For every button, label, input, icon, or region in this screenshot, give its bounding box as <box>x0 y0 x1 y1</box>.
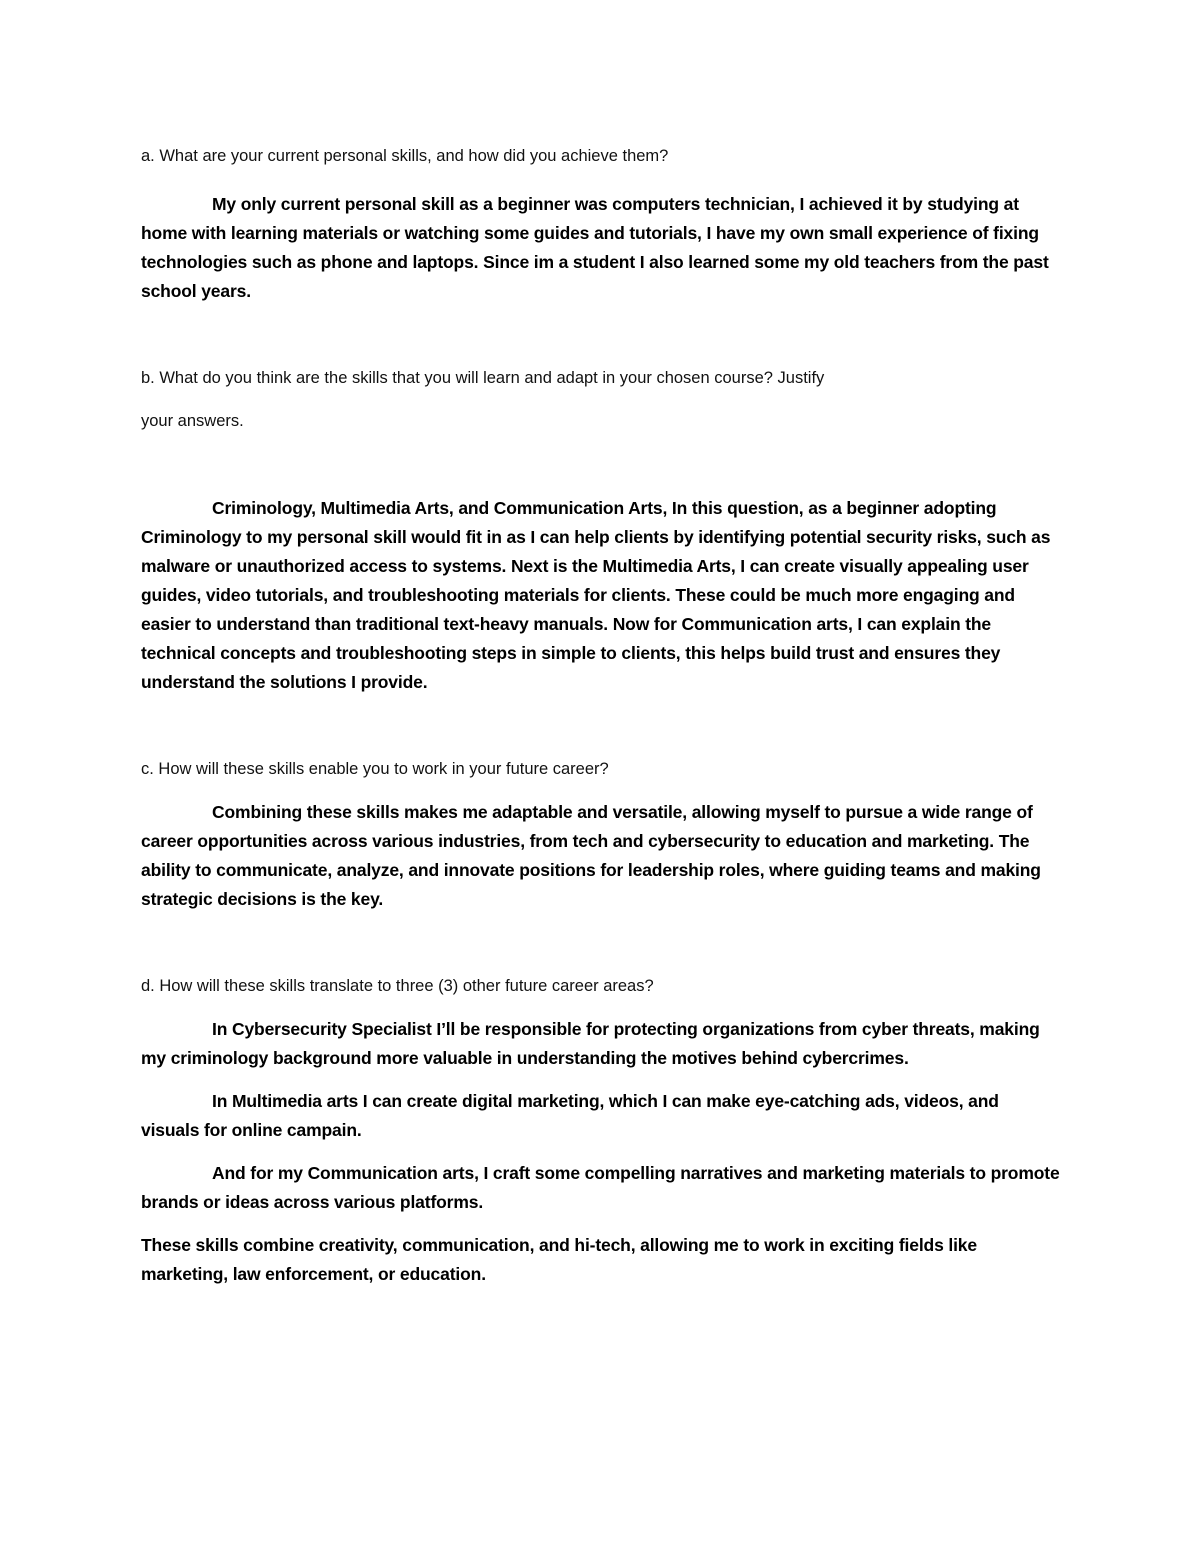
answer-d-cybersecurity: In Cybersecurity Specialist I’ll be responsible for protecting organizations from cyber threats, making my criminology background more valuable in understanding the motives behind cybercrimes. <box>141 1019 1040 1068</box>
answer-c: Combining these skills makes me adaptable and versatile, allowing myself to pursue a wide range of career opportunities across various industries, from tech and cybersecurity to education and marketing. The ability to communicate, analyze, and innovate positions for leadership roles, where guiding teams and making strategic decisions is the key. <box>141 802 1041 909</box>
answer-a: My only current personal skill as a beginner was computers technician, I achieved it by studying at home with learning materials or watching some guides and tutorials, I have my own small experience of fixing technologies such as phone and laptops. Since im a student I also learned some my old teachers from the past school years. <box>141 194 1049 301</box>
question-b: b. What do you think are the skills that you will learn and adapt in your chosen course? Justify <box>141 369 825 387</box>
answer-d-communication: And for my Communication arts, I craft some compelling narratives and marketing materials to promote brands or ideas across various platforms. <box>141 1163 1060 1212</box>
question-b-continued: your answers. <box>141 412 244 430</box>
conclusion: These skills combine creativity, communication, and hi-tech, allowing me to work in exciting fields like marketing, law enforcement, or education. <box>141 1235 977 1284</box>
answer-b: Criminology, Multimedia Arts, and Communication Arts, In this question, as a beginner adopting Criminology to my personal skill would fit in as I can help clients by identifying potential security risks, such as malware or unauthorized access to systems. Next is the Multimedia Arts, I can create visually appealing user guides, video tutorials, and troubleshooting materials for clients. These could be much more engaging and easier to understand than traditional text-heavy manuals. Now for Communication arts, I can explain the technical concepts and troubleshooting steps in simple to clients, this helps build trust and ensures they understand the solutions I provide. <box>141 498 1051 692</box>
question-a: a. What are your current personal skills, and how did you achieve them? <box>141 147 669 165</box>
answer-d-multimedia: In Multimedia arts I can create digital marketing, which I can make eye-catching ads, videos, and visuals for online campain. <box>141 1091 999 1140</box>
question-d: d. How will these skills translate to three (3) other future career areas? <box>141 977 654 995</box>
question-c: c. How will these skills enable you to work in your future career? <box>141 760 609 778</box>
document-body <box>141 142 1061 1289</box>
